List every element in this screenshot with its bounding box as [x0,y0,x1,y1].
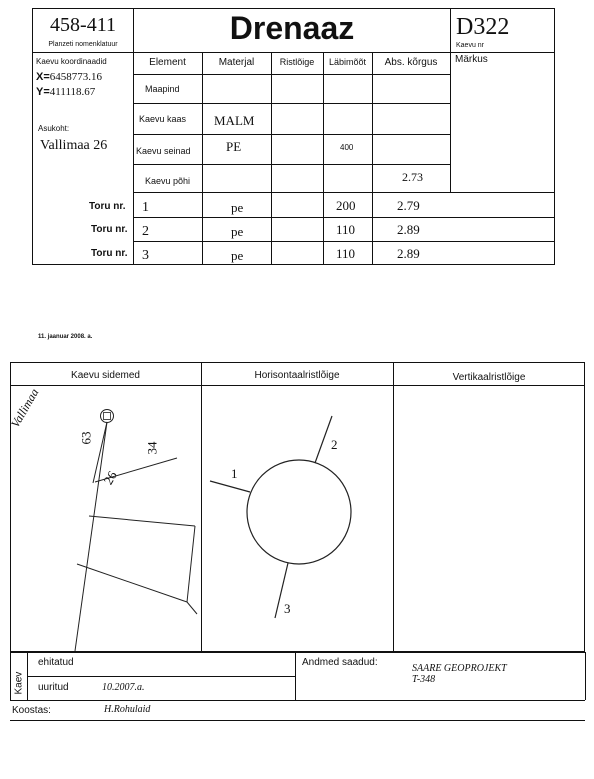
col-divider-1 [202,52,203,265]
sketch-parcel-34: 34 [144,441,160,455]
footer-left-edge [10,652,11,700]
row-element-bottom: Kaevu põhi [145,176,191,186]
footer-bottom-line [10,700,585,701]
footer-middle-divider [295,652,296,700]
sketch-parcel-26: 26 [100,468,120,488]
row-elevation-bottom: 2.73 [402,170,423,184]
row-line-2 [133,103,450,104]
location-label: Asukoht: [38,124,70,133]
sketch-parcel-line-3 [187,526,195,602]
page-title: Drenaaz [229,10,355,46]
col-divider-4 [372,52,373,265]
connections-sketch [11,386,200,651]
surveyed-label: uuritud [38,682,69,693]
row-line-6 [133,241,555,242]
coordinates-label: Kaevu koordinaadid [36,57,107,66]
date-note: 11. jaanuar 2008. a. [38,334,93,340]
sketch-parcel-line-5 [187,602,197,614]
well-marker-icon [101,410,114,423]
surveyed-value: 10.2007.a. [102,682,145,693]
row-element-walls: Kaevu seinad [136,146,191,156]
horizontal-section-title: Horisontaalristlõige [254,370,340,381]
nomenclature-label: Planzeti nomenklatuur [48,41,118,48]
footer-right-edge [585,652,586,700]
data-from-line1: SAARE GEOPROJEKT [412,663,507,674]
pipe-elevation-1: 2.79 [397,198,420,213]
coordinate-y-value: 411118.67 [49,86,96,98]
pipe-row-label-2: Toru nr. [91,224,128,235]
well-cross-section-circle [247,460,351,564]
data-from-line2: T-348 [412,674,436,685]
pipe-row-label-1: Toru nr. [89,201,126,212]
pipe-diameter-1: 200 [336,198,356,213]
col-divider-3 [323,52,324,265]
row-line-5 [133,217,555,218]
row-line-1 [133,74,450,75]
pipe-material-1: pe [231,200,244,215]
header-right-divider [450,8,451,192]
sketch-parcel-line-4 [77,564,187,602]
pipe-label-3: 3 [284,601,291,616]
table-bottom-line [133,192,555,193]
pipe-row-label-3: Toru nr. [91,248,128,259]
footer-mid-line [27,676,295,677]
horizontal-section-sketch [202,386,392,651]
built-label: ehitatud [38,657,74,668]
author-label: Koostas: [12,705,51,716]
pipe-material-3: pe [231,248,244,263]
col-header-element: Element [149,57,186,68]
sketch-street-edge [75,422,107,651]
vertical-section-title: Vertikaalristlõige [452,372,526,383]
row-material-lid: MALM [214,113,255,128]
pipe-number-2: 2 [142,224,149,239]
sketch-street-name: Vallimaa [8,386,42,430]
pipe-diameter-2: 110 [336,222,356,237]
row-material-walls: PE [226,139,242,154]
pipe-label-1: 1 [231,466,238,481]
pipe-2-line [315,416,332,463]
author-underline [10,720,585,721]
footer-side-label: Kaev [13,671,25,695]
coordinate-x [36,71,102,83]
well-number-label: Kaevu nr [456,42,485,49]
connections-title: Kaevu sidemed [71,370,140,381]
row-element-ground: Maapind [145,84,180,94]
row-line-3 [133,134,450,135]
remarks-label: Märkus [455,54,488,65]
pipe-diameter-3: 110 [336,246,356,261]
col-header-elevation: Abs. kõrgus [384,57,438,68]
sketch-parcel-line-2 [89,516,195,526]
col-header-material: Materjal [218,57,255,68]
pipe-number-3: 3 [142,248,149,263]
location-value: Vallimaa 26 [40,138,108,153]
coordinate-y-label: Y= [36,86,50,98]
footer-top-line [10,652,585,653]
row-element-lid: Kaevu kaas [139,114,187,124]
col-header-diameter: Läbimõõt [328,57,367,67]
pipe-elevation-3: 2.89 [397,246,420,261]
coordinate-x-label: X= [36,71,50,83]
sketch-divider-2 [393,362,394,652]
well-number: D322 [456,14,510,40]
coordinate-x-value: 6458773.16 [49,71,103,83]
pipe-material-2: pe [231,224,244,239]
pipe-label-2: 2 [331,437,338,452]
header-bottom-line [32,52,555,53]
row-diameter-walls: 400 [340,143,354,152]
pipe-elevation-2: 2.89 [397,222,420,237]
coordinate-y [36,86,95,98]
data-from-label: Andmed saadud: [302,657,378,668]
col-divider-2 [271,52,272,265]
sketch-parcel-63: 63 [78,431,94,445]
author-value: H.Rohulaid [104,704,151,715]
nomenclature-number: 458-411 [50,14,116,36]
row-line-4 [133,164,450,165]
pipe-number-1: 1 [142,200,149,215]
pipe-1-line [210,481,250,492]
col-header-cross-section: Ristlõige [279,57,315,67]
